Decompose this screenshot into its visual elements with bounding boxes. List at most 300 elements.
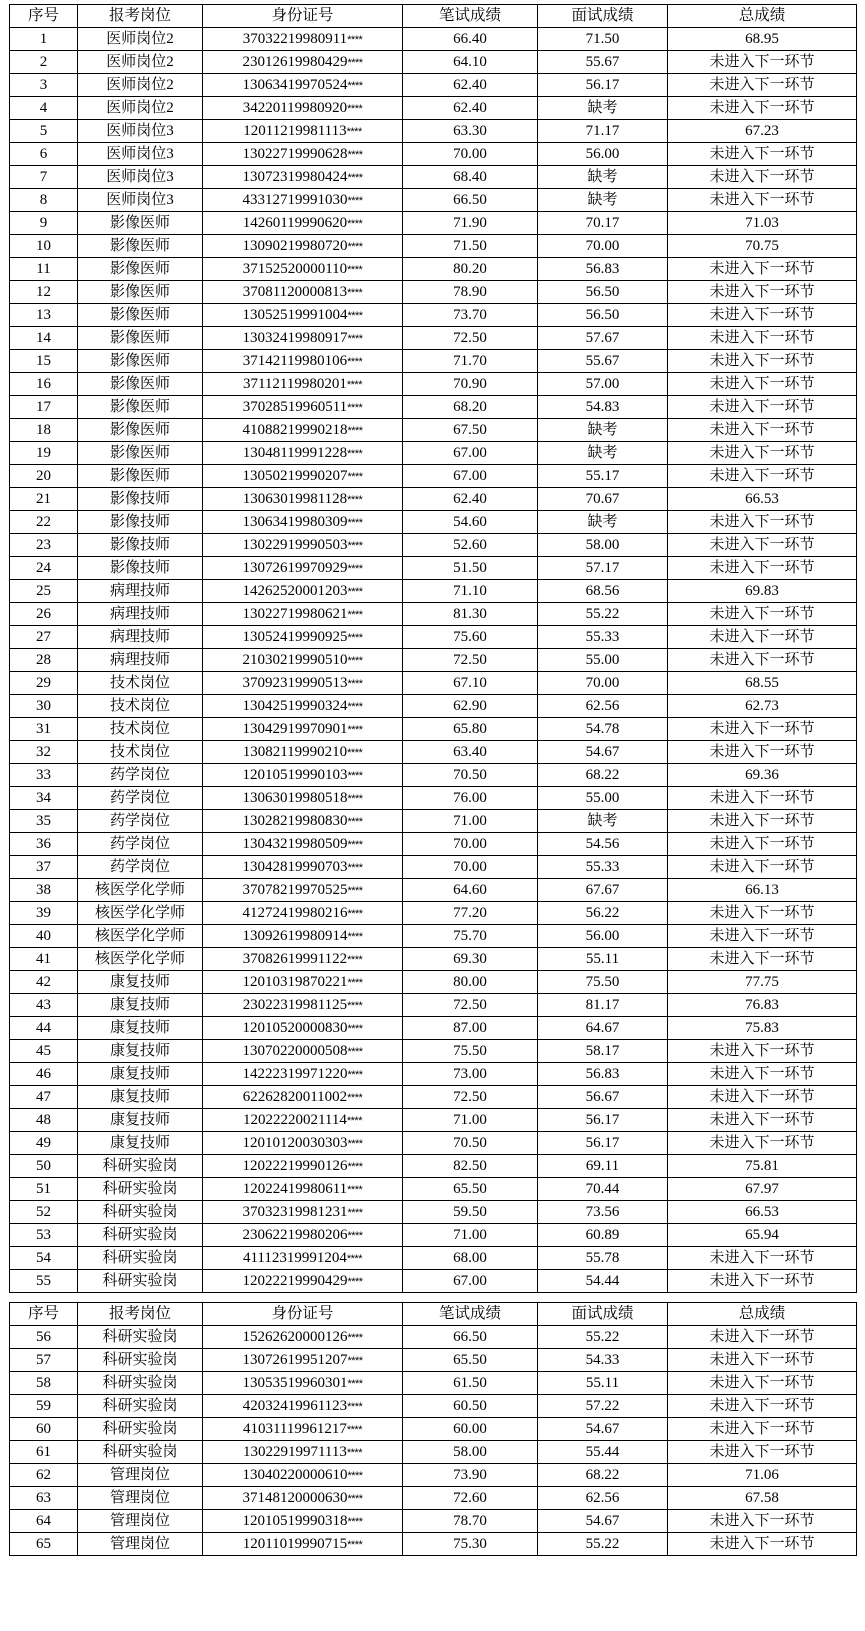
column-header: 序号 — [10, 5, 78, 28]
cell-total-score: 76.83 — [668, 994, 857, 1017]
column-header: 面试成绩 — [538, 1303, 668, 1326]
cell-interview-score: 55.44 — [538, 1441, 668, 1464]
id-number-mask: **** — [347, 1206, 363, 1219]
cell-id-number — [203, 28, 403, 51]
id-number-digits: 13072619970929 — [242, 559, 348, 576]
cell-id-number — [203, 626, 403, 649]
id-number-mask: **** — [347, 102, 363, 115]
cell-index: 51 — [10, 1178, 78, 1201]
id-number-mask: **** — [347, 424, 363, 437]
cell-written-score: 66.40 — [403, 28, 538, 51]
id-number-mask: **** — [346, 1114, 362, 1127]
id-number-digits: 13082119990210 — [242, 743, 348, 760]
cell-index: 65 — [10, 1533, 78, 1556]
table-row — [10, 1464, 857, 1487]
id-number-mask: **** — [347, 1068, 363, 1081]
cell-written-score: 82.50 — [403, 1155, 538, 1178]
cell-id-number — [203, 189, 403, 212]
cell-id-number — [203, 764, 403, 787]
cell-written-score: 71.00 — [403, 1109, 538, 1132]
cell-written-score: 67.00 — [403, 1270, 538, 1293]
cell-written-score: 70.00 — [403, 833, 538, 856]
id-number-digits: 13022919971113 — [242, 1443, 347, 1460]
id-number-digits: 12022219990126 — [242, 1157, 348, 1174]
cell-index: 61 — [10, 1441, 78, 1464]
cell-index: 40 — [10, 925, 78, 948]
column-header: 报考岗位 — [78, 1303, 203, 1326]
table-row — [10, 1017, 857, 1040]
cell-index: 16 — [10, 373, 78, 396]
table-header-row — [10, 1303, 857, 1326]
cell-written-score: 70.50 — [403, 764, 538, 787]
cell-id-number — [203, 1270, 403, 1293]
cell-index: 57 — [10, 1349, 78, 1372]
cell-position: 技术岗位 — [78, 695, 203, 718]
id-number-mask: **** — [347, 148, 363, 161]
table-row — [10, 741, 857, 764]
cell-written-score: 76.00 — [403, 787, 538, 810]
cell-id-number — [203, 258, 403, 281]
cell-interview-score: 81.17 — [538, 994, 668, 1017]
cell-interview-score: 71.50 — [538, 28, 668, 51]
cell-written-score: 73.00 — [403, 1063, 538, 1086]
id-number-digits: 37032219980911 — [242, 30, 348, 47]
cell-total-score: 未进入下一环节 — [668, 810, 857, 833]
table-row — [10, 373, 857, 396]
id-number-digits: 12010520000830 — [242, 1019, 348, 1036]
cell-total-score: 66.53 — [668, 488, 857, 511]
cell-written-score: 64.60 — [403, 879, 538, 902]
id-number-mask: **** — [347, 1515, 363, 1528]
table-row — [10, 1086, 857, 1109]
cell-total-score: 71.03 — [668, 212, 857, 235]
table-row — [10, 971, 857, 994]
cell-total-score: 未进入下一环节 — [668, 856, 857, 879]
id-number-digits: 13063419980309 — [242, 513, 348, 530]
id-number-digits: 37142119980106 — [242, 352, 348, 369]
cell-index: 29 — [10, 672, 78, 695]
id-number-mask: **** — [347, 884, 363, 897]
cell-total-score: 未进入下一环节 — [668, 925, 857, 948]
id-number-mask: **** — [347, 516, 363, 529]
id-number-mask: **** — [347, 1469, 363, 1482]
column-header: 身份证号 — [203, 5, 403, 28]
cell-total-score: 67.97 — [668, 1178, 857, 1201]
id-number-digits: 23022319981125 — [242, 996, 348, 1013]
id-number-mask: **** — [347, 769, 363, 782]
cell-written-score: 59.50 — [403, 1201, 538, 1224]
cell-written-score: 78.90 — [403, 281, 538, 304]
cell-written-score: 67.10 — [403, 672, 538, 695]
id-number-digits: 13022719980621 — [242, 605, 348, 622]
cell-index: 13 — [10, 304, 78, 327]
cell-interview-score: 缺考 — [538, 419, 668, 442]
cell-id-number — [203, 396, 403, 419]
table-row — [10, 1270, 857, 1293]
id-number-mask: **** — [347, 1045, 363, 1058]
cell-total-score: 未进入下一环节 — [668, 557, 857, 580]
cell-index: 42 — [10, 971, 78, 994]
id-number-digits: 41031119961217 — [242, 1420, 347, 1437]
cell-position: 药学岗位 — [78, 810, 203, 833]
cell-position: 影像医师 — [78, 327, 203, 350]
table-row — [10, 258, 857, 281]
id-number-digits: 13022719990628 — [242, 145, 348, 162]
id-number-digits: 13042919970901 — [242, 720, 348, 737]
id-number-digits: 12022419980611 — [242, 1180, 348, 1197]
cell-id-number — [203, 718, 403, 741]
cell-id-number — [203, 511, 403, 534]
cell-position: 管理岗位 — [78, 1487, 203, 1510]
cell-id-number — [203, 1372, 403, 1395]
cell-index: 11 — [10, 258, 78, 281]
cell-interview-score: 55.11 — [538, 948, 668, 971]
cell-id-number — [203, 1155, 403, 1178]
cell-id-number — [203, 327, 403, 350]
table-row — [10, 511, 857, 534]
cell-index: 27 — [10, 626, 78, 649]
id-number-digits: 13063019981128 — [242, 490, 348, 507]
cell-index: 15 — [10, 350, 78, 373]
cell-interview-score: 54.78 — [538, 718, 668, 741]
cell-written-score: 62.40 — [403, 74, 538, 97]
cell-id-number — [203, 304, 403, 327]
id-number-digits: 13043219980509 — [242, 835, 348, 852]
column-header: 身份证号 — [203, 1303, 403, 1326]
cell-total-score: 未进入下一环节 — [668, 1086, 857, 1109]
cell-total-score: 未进入下一环节 — [668, 948, 857, 971]
cell-total-score: 66.53 — [668, 1201, 857, 1224]
cell-position: 病理技师 — [78, 649, 203, 672]
cell-position: 影像技师 — [78, 557, 203, 580]
cell-position: 影像医师 — [78, 465, 203, 488]
cell-id-number — [203, 1395, 403, 1418]
cell-id-number — [203, 350, 403, 373]
cell-written-score: 73.70 — [403, 304, 538, 327]
id-number-mask: **** — [346, 1423, 362, 1436]
cell-written-score: 72.50 — [403, 649, 538, 672]
id-number-mask: **** — [346, 1446, 362, 1459]
table-row — [10, 948, 857, 971]
cell-index: 20 — [10, 465, 78, 488]
id-number-mask: **** — [347, 608, 363, 621]
id-number-digits: 37112119980201 — [242, 375, 347, 392]
cell-written-score: 72.50 — [403, 327, 538, 350]
cell-position: 医师岗位2 — [78, 74, 203, 97]
cell-interview-score: 56.50 — [538, 281, 668, 304]
cell-total-score: 未进入下一环节 — [668, 902, 857, 925]
table-row — [10, 1063, 857, 1086]
id-number-mask: **** — [347, 746, 363, 759]
cell-written-score: 75.50 — [403, 1040, 538, 1063]
id-number-digits: 13032419980917 — [242, 329, 348, 346]
table-row — [10, 1510, 857, 1533]
cell-written-score: 71.00 — [403, 1224, 538, 1247]
cell-written-score: 72.50 — [403, 994, 538, 1017]
cell-total-score: 未进入下一环节 — [668, 833, 857, 856]
id-number-mask: **** — [347, 33, 363, 46]
cell-total-score: 未进入下一环节 — [668, 258, 857, 281]
cell-id-number — [203, 1063, 403, 1086]
id-number-mask: **** — [347, 194, 363, 207]
id-number-mask: **** — [347, 263, 363, 276]
cell-interview-score: 55.00 — [538, 649, 668, 672]
cell-position: 医师岗位2 — [78, 28, 203, 51]
table-row — [10, 212, 857, 235]
cell-index: 39 — [10, 902, 78, 925]
id-number-digits: 13090219980720 — [242, 237, 348, 254]
cell-id-number — [203, 212, 403, 235]
cell-total-score: 未进入下一环节 — [668, 741, 857, 764]
cell-interview-score: 68.22 — [538, 764, 668, 787]
cell-id-number — [203, 465, 403, 488]
id-number-digits: 37032319981231 — [242, 1203, 348, 1220]
id-number-digits: 13072319980424 — [242, 168, 348, 185]
cell-written-score: 65.80 — [403, 718, 538, 741]
column-header: 笔试成绩 — [403, 1303, 538, 1326]
cell-written-score: 65.50 — [403, 1349, 538, 1372]
id-number-digits: 41088219990218 — [242, 421, 348, 438]
cell-interview-score: 58.17 — [538, 1040, 668, 1063]
table-row — [10, 1224, 857, 1247]
id-number-mask: **** — [347, 562, 363, 575]
id-number-mask: **** — [347, 1160, 363, 1173]
cell-interview-score: 55.22 — [538, 1326, 668, 1349]
id-number-digits: 13072619951207 — [242, 1351, 348, 1368]
cell-total-score: 未进入下一环节 — [668, 1349, 857, 1372]
cell-position: 病理技师 — [78, 626, 203, 649]
cell-position: 药学岗位 — [78, 764, 203, 787]
cell-index: 44 — [10, 1017, 78, 1040]
cell-written-score: 80.20 — [403, 258, 538, 281]
cell-total-score: 未进入下一环节 — [668, 718, 857, 741]
cell-id-number — [203, 373, 403, 396]
id-number-digits: 13063419970524 — [242, 76, 348, 93]
cell-id-number — [203, 1247, 403, 1270]
cell-index: 30 — [10, 695, 78, 718]
cell-written-score: 60.00 — [403, 1418, 538, 1441]
cell-total-score: 未进入下一环节 — [668, 1395, 857, 1418]
cell-interview-score: 57.17 — [538, 557, 668, 580]
table-row — [10, 166, 857, 189]
cell-position: 康复技师 — [78, 971, 203, 994]
cell-total-score: 未进入下一环节 — [668, 189, 857, 212]
cell-id-number — [203, 925, 403, 948]
id-number-digits: 12010519990103 — [242, 766, 348, 783]
table-header-row — [10, 5, 857, 28]
cell-id-number — [203, 971, 403, 994]
cell-written-score: 77.20 — [403, 902, 538, 925]
cell-total-score: 未进入下一环节 — [668, 1418, 857, 1441]
cell-total-score: 67.58 — [668, 1487, 857, 1510]
cell-written-score: 52.60 — [403, 534, 538, 557]
cell-id-number — [203, 879, 403, 902]
id-number-digits: 41272419980216 — [242, 904, 348, 921]
table-row — [10, 51, 857, 74]
id-number-digits: 37152520000110 — [242, 260, 348, 277]
column-header: 序号 — [10, 1303, 78, 1326]
table-row — [10, 28, 857, 51]
table-row — [10, 1040, 857, 1063]
cell-position: 科研实验岗 — [78, 1441, 203, 1464]
cell-written-score: 73.90 — [403, 1464, 538, 1487]
id-number-mask: **** — [347, 401, 363, 414]
table-row — [10, 465, 857, 488]
cell-total-score: 未进入下一环节 — [668, 1326, 857, 1349]
table-row — [10, 488, 857, 511]
id-number-mask: **** — [347, 723, 363, 736]
table-row — [10, 235, 857, 258]
cell-index: 9 — [10, 212, 78, 235]
cell-total-score: 未进入下一环节 — [668, 74, 857, 97]
id-number-digits: 37028519960511 — [242, 398, 348, 415]
id-number-mask: **** — [347, 677, 363, 690]
cell-index: 37 — [10, 856, 78, 879]
cell-position: 科研实验岗 — [78, 1224, 203, 1247]
cell-index: 55 — [10, 1270, 78, 1293]
cell-interview-score: 54.44 — [538, 1270, 668, 1293]
cell-index: 59 — [10, 1395, 78, 1418]
id-number-mask: **** — [347, 631, 363, 644]
cell-index: 1 — [10, 28, 78, 51]
cell-interview-score: 57.22 — [538, 1395, 668, 1418]
table-row — [10, 1132, 857, 1155]
cell-id-number — [203, 1201, 403, 1224]
id-number-mask: **** — [347, 79, 363, 92]
cell-total-score: 75.83 — [668, 1017, 857, 1040]
id-number-digits: 13040220000610 — [242, 1466, 348, 1483]
cell-id-number — [203, 1441, 403, 1464]
cell-interview-score: 57.00 — [538, 373, 668, 396]
cell-total-score: 未进入下一环节 — [668, 1132, 857, 1155]
cell-interview-score: 56.50 — [538, 304, 668, 327]
cell-interview-score: 64.67 — [538, 1017, 668, 1040]
cell-written-score: 67.00 — [403, 442, 538, 465]
cell-position: 科研实验岗 — [78, 1349, 203, 1372]
cell-interview-score: 56.17 — [538, 1109, 668, 1132]
column-header: 笔试成绩 — [403, 5, 538, 28]
cell-index: 52 — [10, 1201, 78, 1224]
cell-position: 病理技师 — [78, 603, 203, 626]
id-number-digits: 14260119990620 — [242, 214, 348, 231]
cell-index: 56 — [10, 1326, 78, 1349]
cell-id-number — [203, 1132, 403, 1155]
cell-written-score: 87.00 — [403, 1017, 538, 1040]
cell-index: 3 — [10, 74, 78, 97]
id-number-digits: 37078219970525 — [242, 881, 348, 898]
cell-id-number — [203, 143, 403, 166]
cell-total-score: 66.13 — [668, 879, 857, 902]
cell-written-score: 51.50 — [403, 557, 538, 580]
id-number-mask: **** — [347, 654, 363, 667]
id-number-mask: **** — [347, 1275, 363, 1288]
table-row — [10, 626, 857, 649]
cell-id-number — [203, 580, 403, 603]
cell-position: 科研实验岗 — [78, 1270, 203, 1293]
cell-id-number — [203, 534, 403, 557]
cell-position: 医师岗位2 — [78, 51, 203, 74]
table-row — [10, 1487, 857, 1510]
cell-total-score: 未进入下一环节 — [668, 1510, 857, 1533]
cell-total-score: 未进入下一环节 — [668, 534, 857, 557]
tables-container — [9, 4, 856, 1556]
id-number-mask: **** — [346, 125, 362, 138]
table-row — [10, 1178, 857, 1201]
cell-total-score: 69.83 — [668, 580, 857, 603]
cell-written-score: 66.50 — [403, 1326, 538, 1349]
cell-interview-score: 55.17 — [538, 465, 668, 488]
id-number-mask: **** — [347, 355, 363, 368]
cell-id-number — [203, 1017, 403, 1040]
cell-written-score: 60.50 — [403, 1395, 538, 1418]
cell-index: 32 — [10, 741, 78, 764]
id-number-mask: **** — [347, 976, 363, 989]
cell-index: 25 — [10, 580, 78, 603]
cell-written-score: 71.10 — [403, 580, 538, 603]
id-number-digits: 62262820011002 — [242, 1088, 348, 1105]
cell-written-score: 71.90 — [403, 212, 538, 235]
cell-total-score: 65.94 — [668, 1224, 857, 1247]
cell-written-score: 64.10 — [403, 51, 538, 74]
cell-position: 核医学化学师 — [78, 948, 203, 971]
column-header: 总成绩 — [668, 1303, 857, 1326]
cell-position: 影像技师 — [78, 511, 203, 534]
cell-position: 影像医师 — [78, 235, 203, 258]
cell-interview-score: 62.56 — [538, 695, 668, 718]
cell-total-score: 未进入下一环节 — [668, 1270, 857, 1293]
id-number-mask: **** — [347, 585, 363, 598]
id-number-digits: 14262520001203 — [242, 582, 348, 599]
cell-id-number — [203, 120, 403, 143]
cell-written-score: 68.40 — [403, 166, 538, 189]
id-number-mask: **** — [347, 1331, 363, 1344]
cell-id-number — [203, 649, 403, 672]
cell-index: 38 — [10, 879, 78, 902]
cell-index: 46 — [10, 1063, 78, 1086]
cell-index: 36 — [10, 833, 78, 856]
cell-written-score: 81.30 — [403, 603, 538, 626]
score-table — [9, 1302, 857, 1556]
cell-id-number — [203, 1349, 403, 1372]
cell-position: 核医学化学师 — [78, 879, 203, 902]
cell-total-score: 71.06 — [668, 1464, 857, 1487]
table-row — [10, 649, 857, 672]
cell-index: 62 — [10, 1464, 78, 1487]
cell-index: 47 — [10, 1086, 78, 1109]
cell-index: 17 — [10, 396, 78, 419]
cell-total-score: 69.36 — [668, 764, 857, 787]
cell-total-score: 未进入下一环节 — [668, 626, 857, 649]
cell-interview-score: 缺考 — [538, 189, 668, 212]
cell-total-score: 未进入下一环节 — [668, 442, 857, 465]
cell-written-score: 70.50 — [403, 1132, 538, 1155]
cell-interview-score: 70.00 — [538, 235, 668, 258]
cell-position: 影像医师 — [78, 396, 203, 419]
cell-total-score: 未进入下一环节 — [668, 1063, 857, 1086]
cell-position: 管理岗位 — [78, 1464, 203, 1487]
table-row — [10, 1349, 857, 1372]
table-row — [10, 787, 857, 810]
table-row — [10, 1247, 857, 1270]
id-number-digits: 21030219990510 — [242, 651, 348, 668]
id-number-mask: **** — [347, 1377, 363, 1390]
id-number-mask: **** — [347, 217, 363, 230]
cell-position: 技术岗位 — [78, 718, 203, 741]
cell-interview-score: 55.22 — [538, 1533, 668, 1556]
cell-id-number — [203, 97, 403, 120]
cell-interview-score: 56.83 — [538, 258, 668, 281]
id-number-digits: 37081120000813 — [242, 283, 348, 300]
